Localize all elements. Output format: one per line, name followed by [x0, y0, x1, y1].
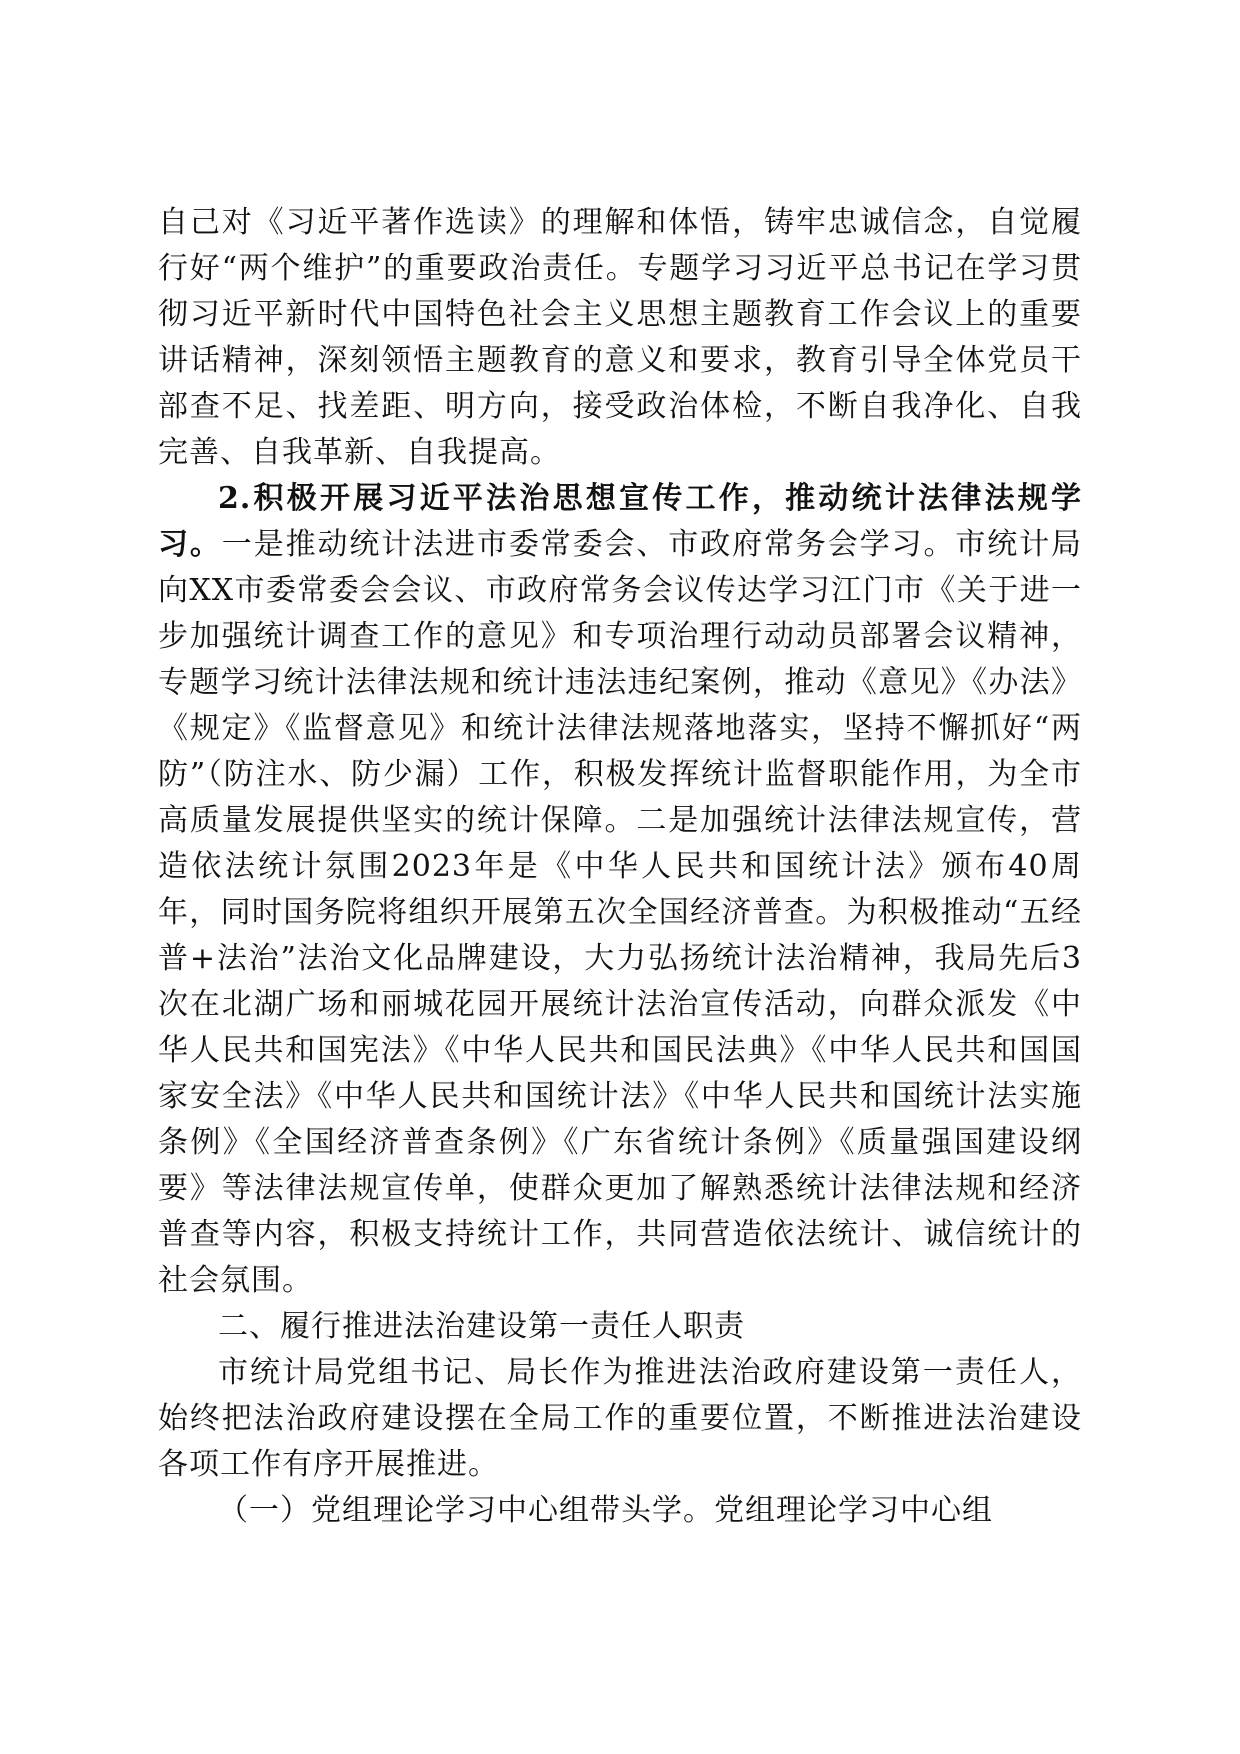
paragraph-text: 市统计局党组书记、局长作为推进法治政府建设第一责任人，始终把法治政府建设摆在全局工作的重要位置，不断推进法治建设各项工作有序开展推进。 [158, 1355, 1082, 1482]
section-heading [158, 1304, 1082, 1350]
paragraph-responsibility [158, 1350, 1082, 1488]
section-heading-text: 二、履行推进法治建设第一责任人职责 [218, 1309, 745, 1344]
paragraph-text: 一是推动统计法进市委常委会、市政府常务会学习。市统计局向XX市委常委会会议、市政府常务会议传达学习江门市《关于进一步加强统计调查工作的意见》和专项治理行动动员部署会议精神，专题学习统计法律法规和统计违法违纪案例，推动《意见》《办法》《规定》《监督意见》和统计法律法规落地落实，坚持不懈抓好“两防”（防注水、防少漏）工作，积极发挥统计监督职能作用，为全市高质量发展提供坚实的统计保障。二是加强统计法律法规宣传，营造依法统计氛围2023年是《中华人民共和国统计法》颁布40周年，同时国务院将组织开展第五次全国经济普查。为积极推动“五经普+法治”法治文化品牌建设，大力弘扬统计法治精神，我局先后3次在北湖广场和丽城花园开展统计法治宣传活动，向群众派发《中华人民共和国宪法》《中华人民共和国民法典》《中华人民共和国国家安全法》《中华人民共和国统计法》《中华人民共和国统计法实施条例》《全国经济普查条例》《广东省统计条例》《质量强国建设纲要》等法律法规宣传单，使群众更加了解熟悉统计法律法规和经济普查等内容，积极支持统计工作，共同营造依法统计、诚信统计的社会氛围。 [158, 527, 1083, 1298]
paragraph-text: 自己对《习近平著作选读》的理解和体悟，铸牢忠诚信念，自觉履行好“两个维护”的重要政治责任。专题学习习近平总书记在学习贯彻习近平新时代中国特色社会主义思想主题教育工作会议上的重要讲话精神，深刻领悟主题教育的意义和要求，教育引导全体党员干部查不足、找差距、明方向，接受政治体检，不断自我净化、自我完善、自我革新、自我提高。 [158, 205, 1082, 470]
document-page [158, 200, 1082, 1534]
paragraph-subsection-1 [158, 1488, 1082, 1534]
paragraph-text: （一）党组理论学习中心组带头学。党组理论学习中心组 [218, 1493, 993, 1528]
paragraph-lead-heading: 2.积极开展习近平法治思想宣传工作，推动统计法律法规学习。 [158, 481, 1082, 562]
paragraph-section-2 [158, 476, 1082, 1304]
paragraph-continued [158, 200, 1082, 476]
